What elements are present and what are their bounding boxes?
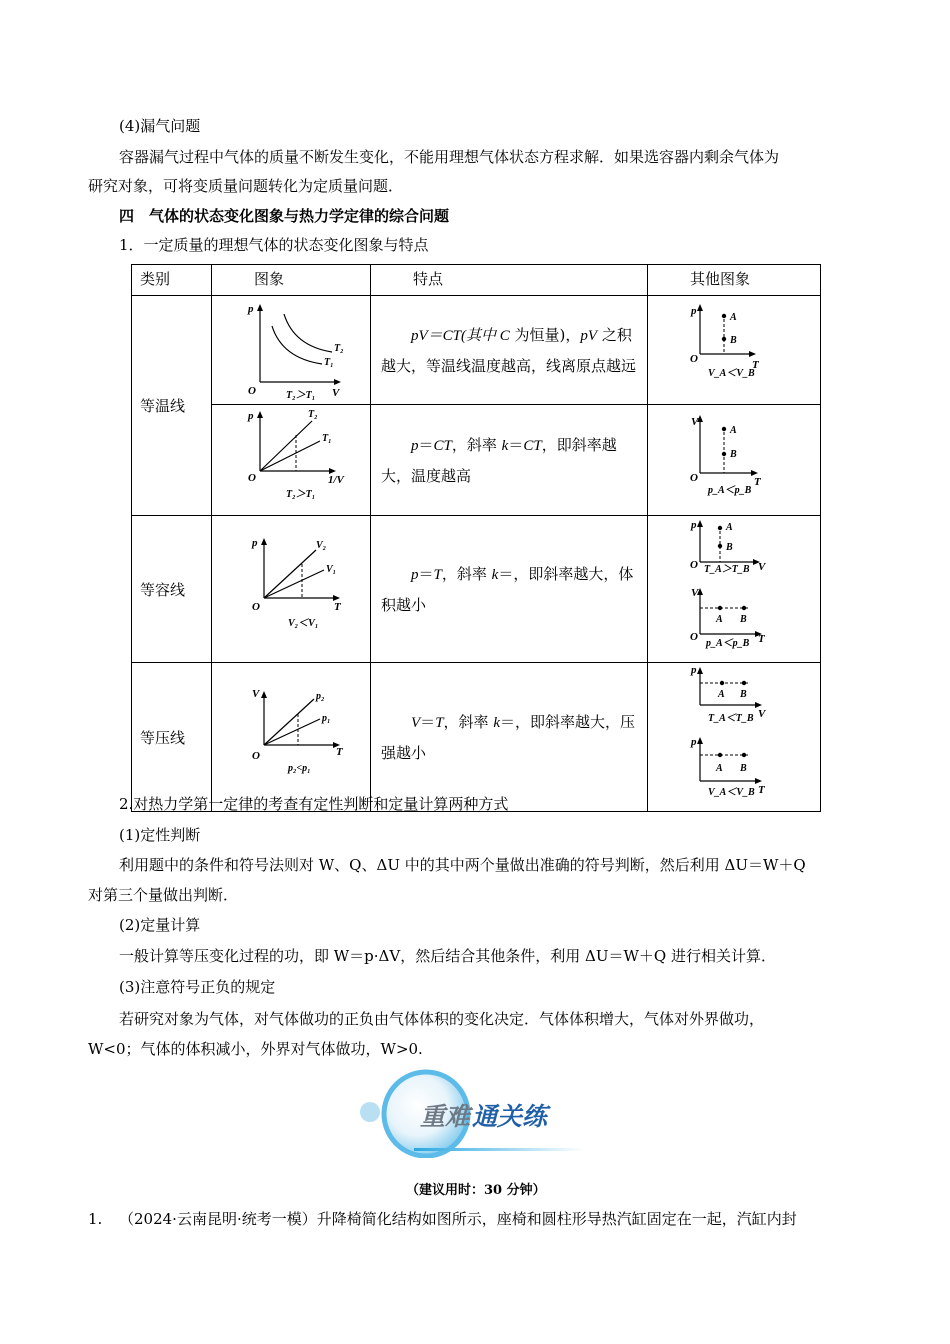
graph-cell	[212, 405, 371, 516]
axis-y-label: p	[691, 519, 697, 531]
sign-body-line1: 若研究对象为气体，对气体做功的正负由气体体积的变化决定．气体体积增大，气体对外界做功，	[119, 1010, 765, 1028]
header-category: 类别	[140, 270, 171, 288]
table-header-row	[132, 265, 821, 296]
point-a-label: A	[730, 312, 737, 323]
isotherm-pt-graph	[648, 296, 820, 400]
qualitative-heading: (1)定性判断	[119, 826, 201, 844]
origin-label: O	[690, 353, 698, 365]
line-label: T₂	[308, 409, 318, 420]
graph-caption: V_A＜V_B	[708, 368, 755, 379]
point-b-label: B	[740, 614, 747, 625]
origin-label: O	[248, 472, 256, 484]
graph-caption: p_A＜p_B	[708, 485, 752, 496]
leak-body-line1: 容器漏气过程中气体的质量不断发生变化，不能用理想气体状态方程求解．如果选容器内剩余气体为	[119, 148, 780, 166]
header-other: 其他图象	[690, 270, 751, 288]
banner-dot	[360, 1102, 380, 1122]
axis-x-label: 1/V	[328, 474, 344, 486]
origin-label: O	[690, 631, 698, 643]
table-row	[132, 405, 821, 516]
qualitative-body-line2: 对第三个量做出判断．	[88, 886, 239, 904]
graph-caption: T_A＜T_B	[708, 713, 754, 724]
quantitative-body: 一般计算等压变化过程的功，即 W＝p·ΔV，然后结合其他条件，利用 ΔU＝W＋Q 进行相关计算．	[119, 947, 776, 965]
axis-y-label: p	[691, 664, 697, 676]
point-a-label: A	[726, 522, 733, 533]
graph-caption: p_A＜p_B	[706, 638, 750, 649]
isobaric-other-graphs	[648, 663, 820, 807]
graph-caption: p₂<p₁	[288, 763, 311, 774]
isotherm-vt-graph	[648, 405, 820, 511]
question-number: 1.	[88, 1210, 103, 1228]
practice-banner	[350, 1068, 590, 1158]
axis-x-label: T	[754, 476, 761, 488]
axis-x-label: T	[752, 359, 759, 371]
point-b-label: B	[740, 763, 747, 774]
feature-isotherm-pv: pV＝CT(其中 C 为恒量)，pV 之积越大，等温线温度越高，线离原点越远	[371, 296, 648, 405]
thermo-heading: 2.对热力学第一定律的考查有定性判断和定量计算两种方式	[119, 795, 509, 813]
graph-cell	[212, 296, 371, 405]
line-label: V₂	[316, 540, 327, 551]
question-text: （2024·云南昆明·统考一模）升降椅简化结构如图所示，座椅和圆柱形导热汽缸固定在一起，汽缸内封	[119, 1210, 797, 1228]
curve-label: T₁	[324, 357, 334, 368]
point-a-label: A	[716, 614, 723, 625]
origin-label: O	[690, 559, 698, 571]
quantitative-heading: (2)定量计算	[119, 916, 201, 934]
curve-label: T₂	[334, 343, 344, 354]
graph-caption: V_A＜V_B	[708, 787, 755, 798]
banner-text-b: 通关练	[472, 1104, 548, 1131]
table-row	[132, 296, 821, 405]
graph-cell	[212, 516, 371, 663]
graph-caption: V₂＜V₁	[288, 618, 319, 629]
graph-cell	[212, 663, 371, 812]
isobaric-vt-graph	[212, 663, 370, 807]
graph-caption: T₂＞T₁	[286, 489, 316, 500]
category-isochoric: 等容线	[132, 516, 212, 663]
point-b-label: B	[730, 449, 737, 460]
axis-x-label: V	[758, 708, 766, 720]
graph-caption: T_A＞T_B	[704, 564, 750, 575]
graph-caption: T₂＞T₁	[286, 390, 316, 400]
origin-label: O	[248, 385, 256, 397]
leak-body-line2: 研究对象，可将变质量问题转化为定质量问题．	[88, 177, 404, 195]
point-a-label: A	[718, 689, 725, 700]
axis-y-label: p	[252, 537, 258, 549]
other-graph-cell	[648, 405, 821, 516]
feature-isobaric: V＝T，斜率 k＝，即斜率越大，压强越小	[371, 663, 648, 812]
axis-x-label: T	[758, 784, 765, 796]
point-b-label: B	[726, 542, 733, 553]
banner-graphic	[350, 1068, 590, 1158]
table-row	[132, 663, 821, 812]
banner-underline	[414, 1148, 584, 1151]
feature-isochoric: p＝T，斜率 k＝，即斜率越大，体积越小	[371, 516, 648, 663]
isotherm-p-invv-graph	[212, 405, 370, 511]
axis-x-label: V	[758, 561, 766, 573]
category-isobaric: 等压线	[132, 663, 212, 812]
qualitative-body-line1: 利用题中的条件和符号法则对 W、Q、ΔU 中的其中两个量做出准确的符号判断，然后利用 ΔU＝W＋Q	[119, 856, 806, 874]
sign-heading: (3)注意符号正负的规定	[119, 978, 276, 996]
axis-x-label: T	[334, 601, 341, 613]
point-b-label: B	[740, 689, 747, 700]
sign-body-line2: W<0；气体的体积减小，外界对气体做功，W>0.	[88, 1040, 423, 1058]
axis-y-label: p	[691, 305, 697, 317]
header-graph: 图象	[254, 270, 285, 288]
other-graph-cell	[648, 663, 821, 812]
line-label: p₁	[322, 713, 331, 724]
point-b-label: B	[730, 335, 737, 346]
other-graph-cell	[648, 516, 821, 663]
isotherm-pv-graph	[212, 296, 370, 400]
section-heading: 四 气体的状态变化图象与热力学定律的综合问题	[119, 207, 450, 225]
isochoric-pt-graph	[212, 516, 370, 658]
suggested-time: （建议用时：30 分钟）	[406, 1183, 546, 1198]
axis-y-label: V	[691, 416, 699, 428]
line-label: p₂	[316, 691, 325, 702]
line-label: V₁	[326, 564, 337, 575]
gas-state-table	[131, 264, 821, 812]
axis-x-label: T	[758, 633, 765, 645]
leak-heading: (4)漏气问题	[119, 117, 201, 135]
header-feature: 特点	[413, 270, 444, 288]
isochoric-other-graphs	[648, 516, 820, 658]
axis-y-label: p	[248, 410, 254, 422]
other-graph-cell	[648, 296, 821, 405]
banner-text-a: 重难	[420, 1104, 471, 1131]
category-isotherm: 等温线	[132, 296, 212, 516]
point-a-label: A	[716, 763, 723, 774]
axis-y-label: V	[691, 587, 699, 599]
axis-x-label: V	[332, 387, 340, 399]
line-label: T₁	[322, 433, 332, 444]
axis-y-label: p	[248, 303, 254, 315]
axis-x-label: T	[336, 746, 343, 758]
origin-label: O	[252, 750, 260, 762]
feature-isotherm-p-invv: p＝CT，斜率 k＝CT，即斜率越大，温度越高	[371, 405, 648, 516]
axis-y-label: V	[252, 688, 260, 700]
origin-label: O	[252, 601, 260, 613]
table-row	[132, 516, 821, 663]
axis-y-label: p	[691, 736, 697, 748]
point-a-label: A	[730, 425, 737, 436]
table-intro: 1．一定质量的理想气体的状态变化图象与特点	[119, 236, 429, 254]
origin-label: O	[690, 472, 698, 484]
